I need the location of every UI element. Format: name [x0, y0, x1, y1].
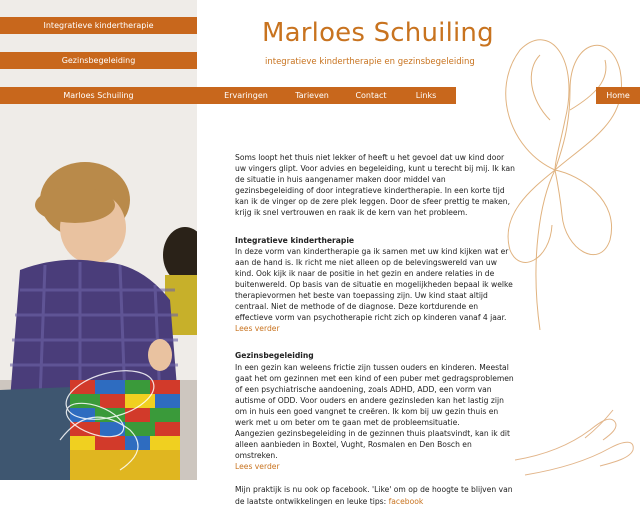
nav-integratieve-kindertherapie[interactable]: Integratieve kindertherapie	[0, 17, 197, 34]
site-title: Marloes Schuiling	[262, 18, 494, 48]
nav-tarieven[interactable]: Tarieven	[282, 87, 342, 104]
facebook-link[interactable]: facebook	[388, 496, 424, 506]
site-subtitle: integratieve kindertherapie en gezinsbegeleiding	[265, 57, 475, 67]
section-text: In een gezin kan weleens frictie zijn tussen ouders en kinderen. Meestal gaat het om gezinnen met een kind of een puber met gedragsproblemen of een psychiatrische aandoening, zoals ADHD, ADD, een vorm van autisme of ODD. Voor ouders en andere gezinsleden kan het lastig zijn om in huis een goed vangnet te creëren. Ik kom bij uw gezin thuis en werk met u om beter om te gaan met de probleemsituatie.	[235, 362, 514, 427]
facebook-text: Mijn praktijk is nu ook op facebook. 'Like' om op de hoogte te blijven van de laatste ontwikkelingen en leuke tips:	[235, 485, 513, 506]
section-text: In deze vorm van kindertherapie ga ik samen met uw kind kijken wat er aan de hand is. Ik richt me niet alleen op de belevingswereld van uw kind. Ook kijk ik naar de positie in het gezin en andere relaties in de buitenwereld. Op basis van de situatie en mogelijkheden bepaal ik welke therapievormen het beste van toepassing zijn. Uw kind staat altijd centraal. Niet de methode of de diagnose. Deze kortdurende en effectieve vorm van psychotherapie richt zich op kinderen vanaf 4 jaar.	[235, 246, 513, 323]
facebook-paragraph	[235, 484, 515, 506]
section-gezinsbegeleiding	[235, 350, 515, 472]
section-kindertherapie	[235, 235, 515, 335]
read-more-link[interactable]: Lees verder	[235, 462, 280, 472]
intro-paragraph: Soms loopt het thuis niet lekker of heeft u het gevoel dat uw kind door uw vingers glipt. Voor advies en begeleiding, kunt u terecht bij mij. Ik kan de situatie in huis aangenamer maken door middel van gezinsbegeleiding of door integratieve kindertherapie. In een korte tijd kan ik de vinger op de zere plek leggen. Door de sfeer prettig te maken, krijg ik snel vertrouwen en raak ik de kern van het probleem.	[235, 153, 515, 218]
hands-decoration-icon	[515, 400, 640, 480]
nav-home[interactable]: Home	[596, 87, 640, 104]
nav-gezinsbegeleiding[interactable]: Gezinsbegeleiding	[0, 52, 197, 69]
main-content	[235, 152, 515, 523]
read-more-link[interactable]: Lees verder	[235, 324, 280, 334]
section-heading: Integratieve kindertherapie	[235, 235, 355, 245]
nav-links[interactable]: Links	[396, 87, 456, 104]
boy-playing-photo	[0, 0, 197, 480]
section-heading: Gezinsbegeleiding	[235, 351, 314, 361]
nav-contact[interactable]: Contact	[341, 87, 401, 104]
nav-ervaringen[interactable]: Ervaringen	[216, 87, 276, 104]
section-text: Aangezien gezinsbegeleiding in de gezinnen thuis plaatsvindt, kan ik dit alleen aanbieden in Boxtel, Vught, Rosmalen en Den Bosch en omstreken.	[235, 429, 510, 461]
nav-marloes-schuiling[interactable]: Marloes Schuiling	[0, 87, 197, 104]
